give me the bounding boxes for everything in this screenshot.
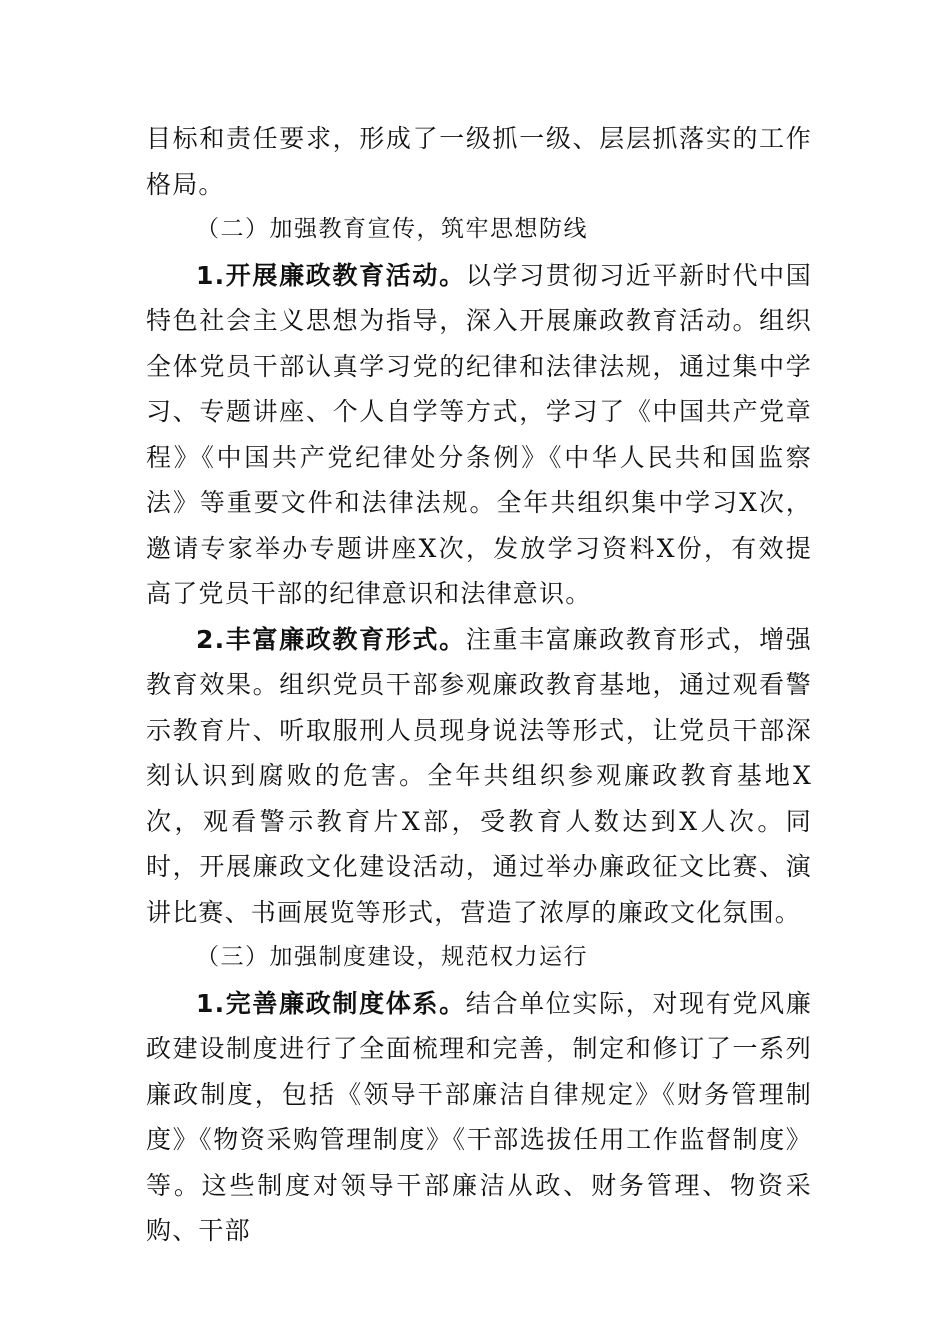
paragraph-lead: 1.开展廉政教育活动。 <box>196 260 466 290</box>
section-heading-2: （二）加强教育宣传，筑牢思想防线 <box>196 216 588 242</box>
continuation-paragraph: 目标和责任要求，形成了一级抓一级、层层抓落实的工作格局。 <box>146 124 812 199</box>
paragraph-body: 注重丰富廉政教育形式，增强教育效果。组织党员干部参观廉政教育基地，通过观看警示教育片、听取服刑人员现身说法等形式，让党员干部深刻认识到腐败的危害。全年共组织参观廉政教育基地X次，观看警示教育片X部，受教育人数达到X人次。同时，开展廉政文化建设活动，通过举办廉政征文比赛、演讲比赛、书画展览等形式，营造了浓厚的廉政文化氛围。 <box>146 624 812 927</box>
paragraph-body: 以学习贯彻习近平新时代中国特色社会主义思想为指导，深入开展廉政教育活动。组织全体党员干部认真学习党的纪律和法律法规，通过集中学习、专题讲座、个人自学等方式，学习了《中国共产党章程》《中国共产党纪律处分条例》《中华人民共和国监察法》等重要文件和法律法规。全年共组织集中学习X次，邀请专家举办专题讲座X次，发放学习资料X份，有效提高了党员干部的纪律意识和法律意识。 <box>146 260 812 608</box>
paragraph-education-activities <box>146 253 812 617</box>
paragraph-lead: 2.丰富廉政教育形式。 <box>196 624 466 654</box>
paragraph-body: 结合单位实际，对现有党风廉政建设制度进行了全面梳理和完善，制定和修订了一系列廉政制度，包括《领导干部廉洁自律规定》《财务管理制度》《物资采购管理制度》《干部选拔任用工作监督制度》等。这些制度对领导干部廉洁从政、财务管理、物资采购、干部 <box>146 988 812 1245</box>
paragraph-lead: 1.完善廉政制度体系。 <box>196 988 466 1018</box>
paragraph-education-forms <box>146 617 812 936</box>
paragraph-system-improvement <box>146 981 812 1254</box>
section-heading-3: （三）加强制度建设，规范权力运行 <box>196 944 588 970</box>
document-body <box>146 116 812 1254</box>
